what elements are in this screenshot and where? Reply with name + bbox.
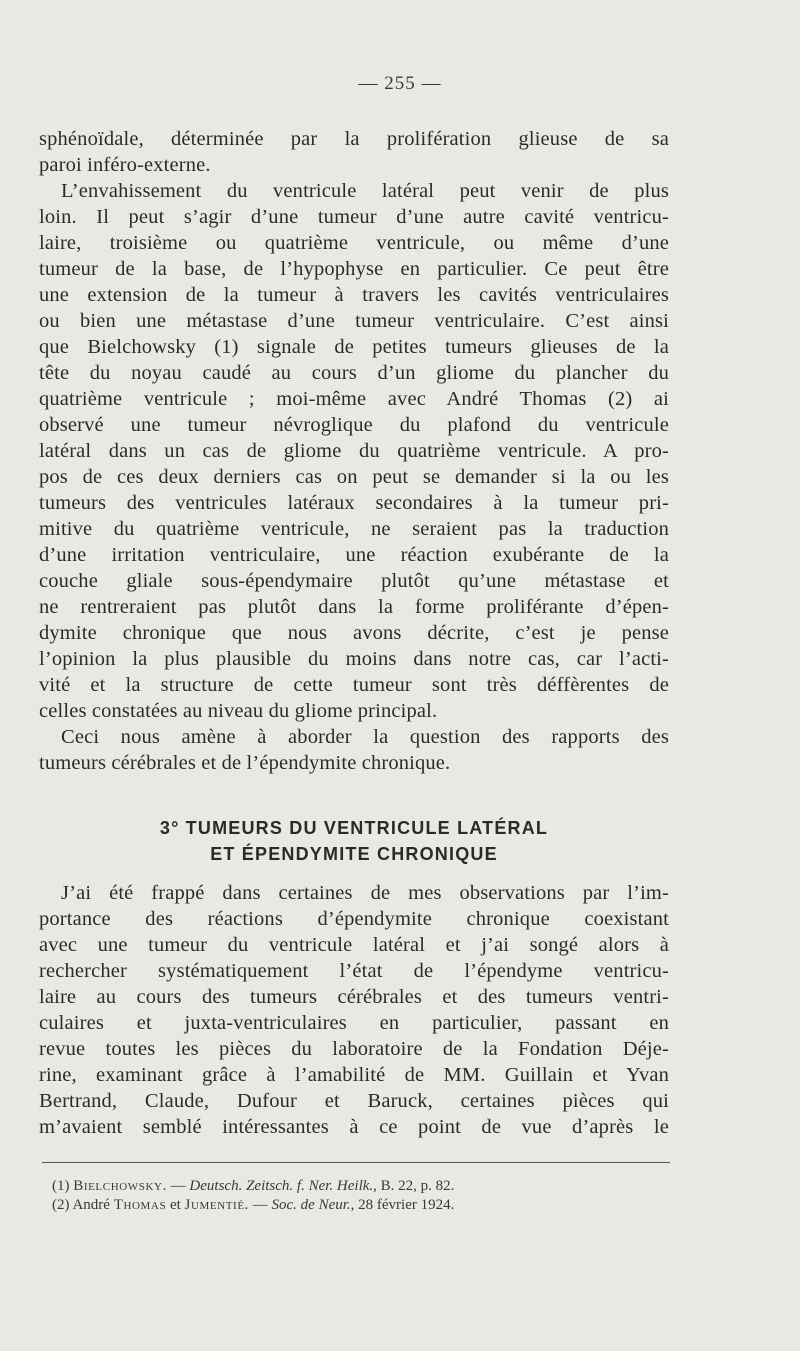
text-line: ou bien une métastase d’une tumeur ventriculaire. C’est ainsi [39, 310, 669, 332]
footnote-separator: — [170, 1178, 186, 1194]
text-line: que Bielchowsky (1) signale de petites tumeurs glieuses de la [39, 336, 669, 358]
text-line: L’envahissement du ventricule latéral peut venir de plus [61, 180, 669, 202]
text-line: laire, troisième ou quatrième ventricule, ou même d’une [39, 232, 669, 254]
section-heading: 3° TUMEURS DU VENTRICULE LATÉRAL [159, 818, 549, 838]
text-line: Ceci nous amène à aborder la question des rapports des [61, 726, 669, 748]
text-line: rechercher systématiquement l’état de l’épendyme ventricu- [39, 960, 669, 982]
text-line: dymite chronique que nous avons décrite, c’est je pense [39, 622, 669, 644]
text-line: couche gliale sous-épendymaire plutôt qu’une métastase et [39, 570, 669, 592]
footnote-journal: Deutsch. Zeitsch. f. Ner. Heilk. [189, 1178, 374, 1194]
text-line: portance des réactions d’épendymite chronique coexistant [39, 908, 669, 930]
text-line: observé une tumeur névroglique du plafond du ventricule [39, 414, 669, 436]
footnotes [52, 1177, 672, 1215]
footnote-author: Thomas [113, 1197, 167, 1213]
text-line: sphénoïdale, déterminée par la prolifération glieuse de sa [39, 128, 669, 150]
text-line: pos de ces deux derniers cas on peut se demander si la ou les [39, 466, 669, 488]
text-line: celles constatées au niveau du gliome principal. [39, 700, 438, 722]
footnote-author: Bielchowsky. [73, 1178, 167, 1194]
footnote-reference: , B. 22, p. 82. [373, 1178, 455, 1194]
text-line: laire au cours des tumeurs cérébrales et des tumeurs ventri- [39, 986, 669, 1008]
text-line: d’une irritation ventriculaire, une réaction exubérante de la [39, 544, 669, 566]
footnote-divider [42, 1162, 670, 1163]
text-line: tumeurs cérébrales et de l’épendymite chronique. [39, 752, 451, 774]
text-line: avec une tumeur du ventricule latéral et j’ai songé alors à [39, 934, 669, 956]
section-heading-continued: ET ÉPENDYMITE CHRONIQUE [210, 844, 498, 864]
text-line: J’ai été frappé dans certaines de mes observations par l’im- [61, 882, 669, 904]
text-line: vité et la structure de cette tumeur sont très déffèrentes de [39, 674, 669, 696]
footnote-journal: Soc. de Neur. [271, 1197, 351, 1213]
text-line: mitive du quatrième ventricule, ne seraient pas la traduction [39, 518, 669, 540]
text-line: ne rentreraient pas plutôt dans la forme proliférante d’épen- [39, 596, 669, 618]
text-line: l’opinion la plus plausible du moins dans notre cas, car l’acti- [39, 648, 669, 670]
footnote-separator: — [252, 1197, 268, 1213]
body-text-bottom [39, 880, 669, 1140]
footnote-number: (1) [52, 1178, 70, 1194]
footnote-conjunction: et [169, 1197, 181, 1213]
text-line: quatrième ventricule ; moi-même avec André Thomas (2) ai [39, 388, 669, 410]
text-line: culaires et juxta-ventriculaires en particulier, passant en [39, 1012, 669, 1034]
footnote-reference: , 28 février 1924. [350, 1197, 455, 1213]
text-line: tumeur de la base, de l’hypophyse en particulier. Ce peut être [39, 258, 669, 280]
footnote-author-first: André [72, 1197, 110, 1213]
text-line: revue toutes les pièces du laboratoire de la Fondation Déje- [39, 1038, 669, 1060]
footnote-number: (2) [52, 1197, 70, 1213]
text-line: tête du noyau caudé au cours d’un gliome du plancher du [39, 362, 669, 384]
text-line: une extension de la tumeur à travers les cavités ventriculaires [39, 284, 669, 306]
text-line: loin. Il peut s’agir d’une tumeur d’une autre cavité ventricu- [39, 206, 669, 228]
text-line: latéral dans un cas de gliome du quatrième ventricule. A pro- [39, 440, 669, 462]
text-line: tumeurs des ventricules latéraux secondaires à la tumeur pri- [39, 492, 669, 514]
text-line: rine, examinant grâce à l’amabilité de MM. Guillain et Yvan [39, 1064, 669, 1086]
text-line: m’avaient semblé intéressantes à ce point de vue d’après le [39, 1116, 669, 1138]
footnote-author: Jumentié. [184, 1197, 249, 1213]
footnote-2 [52, 1196, 672, 1215]
footnote-1 [52, 1177, 672, 1196]
page-number: — 255 — [358, 73, 442, 94]
text-line: paroi inféro-externe. [39, 154, 211, 176]
body-text-top [39, 126, 669, 776]
text-line: Bertrand, Claude, Dufour et Baruck, certaines pièces qui [39, 1090, 669, 1112]
